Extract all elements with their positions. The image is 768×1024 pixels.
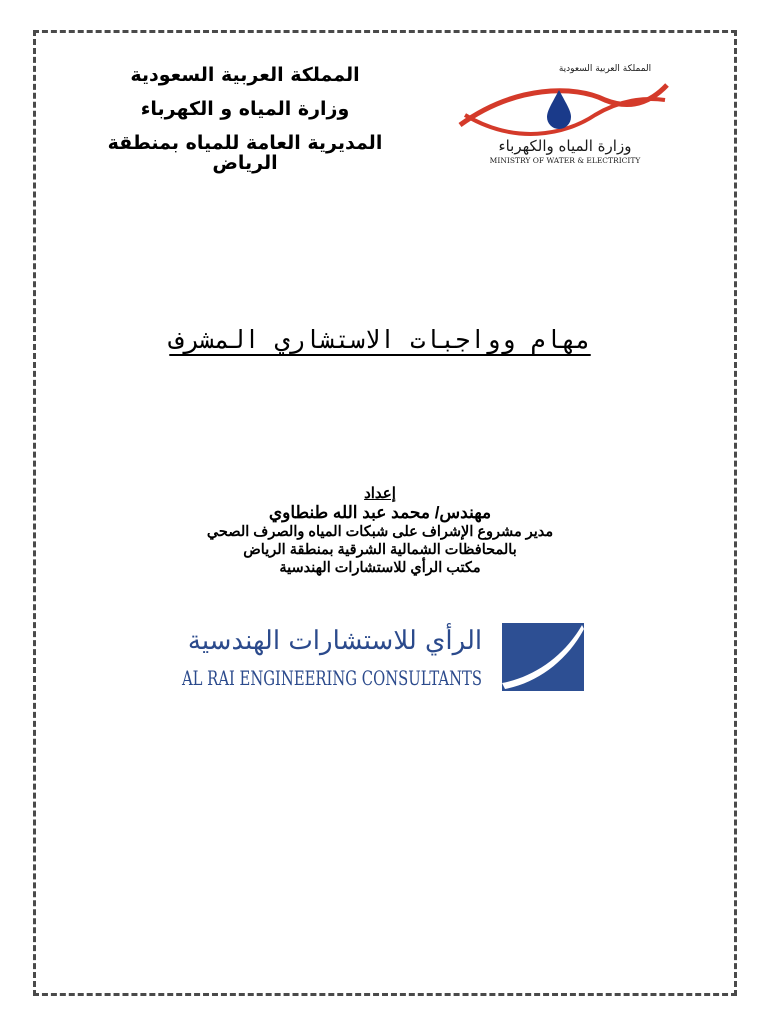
prepared-by-block — [150, 485, 610, 577]
rai-logo — [175, 615, 590, 693]
header-block — [80, 64, 410, 174]
author-office: مكتب الرأي للاستشارات الهندسية — [279, 560, 481, 576]
rai-logo-arabic: الرأي للاستشارات الهندسية — [187, 626, 483, 656]
water-drop-icon — [547, 90, 571, 129]
header-directorate: المديرية العامة للمياه بمنطقة الرياض — [107, 132, 383, 174]
rai-logo-english: AL RAI ENGINEERING CONSULTANTS — [181, 666, 483, 690]
ministry-logo-arabic-top: المملكة العربية السعودية — [558, 64, 652, 74]
prepared-by-label: إعداد — [364, 485, 396, 502]
ministry-logo-english-name: MINISTRY OF WATER & ELECTRICITY — [489, 156, 641, 165]
ministry-logo-arabic-name: وزارة المياه والكهرباء — [498, 137, 632, 155]
author-name: مهندس/ محمد عبد الله طنطاوي — [268, 503, 492, 522]
author-region: بالمحافظات الشمالية الشرقية بمنطقة الرياض — [243, 542, 517, 558]
header-ministry: وزارة المياه و الكهرباء — [140, 98, 350, 120]
header-kingdom: المملكة العربية السعودية — [130, 64, 360, 86]
author-role: مدير مشروع الإشراف على شبكات المياه والصرف الصحي — [206, 524, 554, 540]
page-title: مهام وواجبات الاستشاري المشرف — [169, 325, 591, 354]
ministry-logo — [455, 55, 670, 170]
